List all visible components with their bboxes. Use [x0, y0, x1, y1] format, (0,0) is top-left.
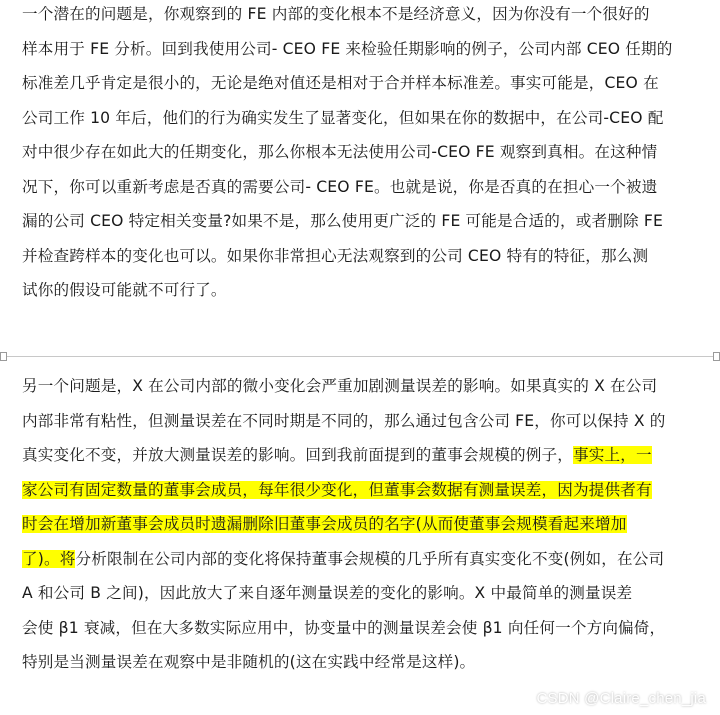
text-line	[22, 507, 714, 542]
highlighted-text: 事实上，一	[573, 446, 652, 464]
page-break-line	[0, 356, 720, 357]
text-line: 并检查跨样本的变化也可以。如果你非常担心无法观察到的公司 CEO 特有的特征，那么测	[22, 246, 649, 265]
text-line	[22, 438, 714, 473]
text-line: 一个潜在的问题是，你观察到的 FE 内部的变化根本不是经济意义，因为你没有一个很好的	[22, 5, 650, 23]
text-line	[22, 542, 714, 577]
text-line: A 和公司 B 之间)，因此放大了来自逐年测量误差的变化的影响。X 中最简单的测量误差	[22, 584, 633, 602]
document-page-bottom	[0, 362, 720, 715]
text-line: 特别是当测量误差在观察中是非随机的(这在实践中经常是这样)。	[22, 653, 476, 671]
text-line: 公司工作 10 年后，他们的行为确实发生了显著变化，但如果在你的数据中，在公司-CEO 配	[22, 108, 664, 127]
paragraph-2	[22, 369, 714, 680]
text-line: 样本用于 FE 分析。回到我使用公司- CEO FE 来检验任期影响的例子，公司内部 CEO 任期的	[22, 39, 673, 58]
text-line: 标准差几乎肯定是很小的，无论是绝对值还是相对于合并样本标准差。事实可能是，CEO 在	[22, 74, 659, 92]
watermark: CSDN @Claire_chen_jia	[536, 690, 706, 707]
paragraph-1	[22, 0, 714, 308]
page-corner-marker-left	[0, 352, 7, 361]
page-break	[0, 352, 720, 362]
highlighted-text: 家公司有固定数量的董事会成员，每年很少变化，但董事会数据有测量误差，因为提供者有	[22, 480, 652, 499]
document-page-top	[0, 0, 720, 352]
text-line: 对中很少存在如此大的任期变化，那么你根本无法使用公司-CEO FE 观察到真相。在这种情	[22, 143, 658, 161]
text-line: 另一个问题是，X 在公司内部的微小变化会严重加剧测量误差的影响。如果真实的 X 在公司	[22, 377, 658, 395]
text-segment: 真实变化不变，并放大测量误差的影响。回到我前面提到的董事会规模的例子，	[22, 446, 574, 464]
page-corner-marker-right	[713, 352, 720, 361]
text-line: 况下，你可以重新考虑是否真的需要公司- CEO FE。也就是说，你是否真的在担心一个被遗	[22, 177, 658, 196]
text-line: 内部非常有粘性，但测量误差在不同时期是不同的，那么通过包含公司 FE，你可以保持 X 的	[22, 411, 666, 430]
text-line: 会使 β1 衰减，但在大多数实际应用中，协变量中的测量误差会使 β1 向任何一个方向偏倚，	[22, 618, 666, 637]
text-line: 试你的假设可能就不可行了。	[22, 281, 227, 299]
highlighted-text: 了)。将	[22, 549, 76, 568]
text-line	[22, 473, 714, 508]
highlighted-text: 时会在增加新董事会成员时遗漏删除旧董事会成员的名字(从而使董事会规模看起来增加	[22, 515, 627, 533]
text-segment: 分析限制在公司内部的变化将保持董事会规模的几乎所有真实变化不变(例如，在公司	[75, 549, 665, 568]
text-line: 漏的公司 CEO 特定相关变量?如果不是，那么使用更广泛的 FE 可能是合适的，或者删除 FE	[22, 212, 663, 230]
